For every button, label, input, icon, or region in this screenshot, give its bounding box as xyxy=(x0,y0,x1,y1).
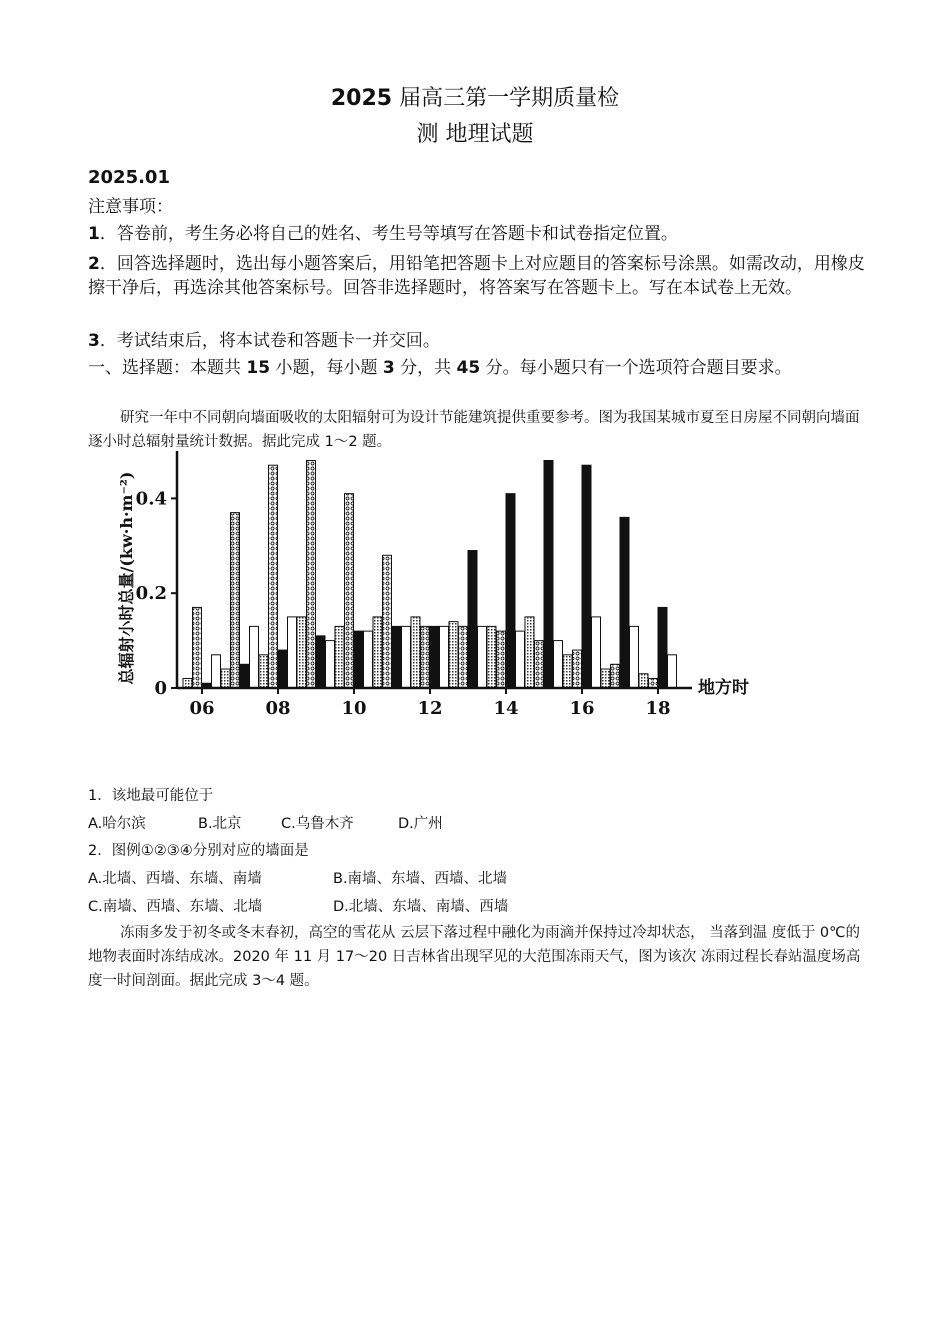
bar-hour-16-series-2 xyxy=(573,650,582,688)
bar-hour-17-series-4 xyxy=(630,626,639,688)
exam-title-line-1: 2025 届高三第一学期质量检 xyxy=(330,86,620,111)
exam-date: 2025.01 xyxy=(88,167,170,188)
bar-hour-13-series-3 xyxy=(468,551,477,688)
bar-hour-12-series-4 xyxy=(440,626,449,688)
notice-item-2: 2．回答选择题时，选出每小题答案后，用铅笔把答题卡上对应题目的答案标号涂黑。如需改动，用橡皮擦干净后，再选涂其他答案标号。回答非选择题时，将答案写在答题卡上。写在本试卷上无效。 xyxy=(88,254,865,298)
bar-hour-8-series-1 xyxy=(259,655,268,688)
bar-hour-11-series-1 xyxy=(373,617,382,688)
x-tick-label: 06 xyxy=(189,698,215,719)
q1-option-a[interactable]: A.哈尔滨 xyxy=(88,816,146,832)
bar-hour-8-series-2 xyxy=(269,465,278,688)
bar-hour-9-series-2 xyxy=(307,460,316,688)
q1-option-d[interactable]: D.广州 xyxy=(398,816,443,832)
bar-hour-11-series-4 xyxy=(402,626,411,688)
bar-hour-7-series-3 xyxy=(240,664,249,688)
bar-hour-9-series-3 xyxy=(316,636,325,688)
bar-hour-7-series-2 xyxy=(231,513,240,688)
notice-item-1: 1．答卷前，考生务必将自己的姓名、考生号等填写在答题卡和试卷指定位置。 xyxy=(88,224,678,244)
notice-item-3: 3．考试结束后，将本试卷和答题卡一并交回。 xyxy=(88,331,440,351)
bar-hour-15-series-1 xyxy=(525,617,534,688)
bar-hour-11-series-2 xyxy=(383,555,392,688)
passage-2: 冻雨多发于初冬或冬末春初，高空的雪花从 云层下落过程中融化为雨滴并保持过冷却状态， 当落到温 度低于 0℃的地物表面时冻结成冰。2020 年 11 月 17～20 日吉林省出现罕见的大范围冻雨天气，图为该次 冻雨过程长春站温度场高度一时间剖面。据此完成 3～4 题。 xyxy=(88,925,861,989)
x-tick-label: 14 xyxy=(493,698,519,719)
x-axis-label: 地方时 xyxy=(698,678,749,698)
bar-hour-10-series-4 xyxy=(364,631,373,688)
bar-hour-15-series-4 xyxy=(554,641,563,688)
bar-hour-10-series-3 xyxy=(354,631,363,688)
q2-option-a[interactable]: A.北墙、西墙、东墙、南墙 xyxy=(88,871,262,887)
bar-hour-18-series-1 xyxy=(639,674,648,688)
exam-title-line-2: 测 地理试题 xyxy=(416,122,534,147)
bar-hour-8-series-4 xyxy=(288,617,297,688)
q2-option-c[interactable]: C.南墙、西墙、东墙、北墙 xyxy=(88,899,263,915)
bar-hour-12-series-2 xyxy=(421,626,430,688)
y-tick-label: 0.4 xyxy=(135,488,167,510)
bar-hour-10-series-2 xyxy=(345,494,354,688)
bar-hour-17-series-1 xyxy=(601,669,610,688)
bar-hour-13-series-2 xyxy=(459,626,468,688)
q1-option-c[interactable]: C.乌鲁木齐 xyxy=(281,816,354,832)
question-2-options-row1 xyxy=(88,867,507,888)
bar-hour-16-series-4 xyxy=(592,617,601,688)
bar-hour-14-series-2 xyxy=(497,631,506,688)
section-heading: 一、选择题：本题共 15 小题，每小题 3 分，共 45 分。每小题只有一个选项符合题目要求。 xyxy=(88,358,792,378)
bar-hour-6-series-1 xyxy=(183,679,192,688)
question-1-options xyxy=(88,812,443,833)
y-tick-label: 0.2 xyxy=(135,583,167,605)
bar-hour-11-series-3 xyxy=(392,626,401,688)
q2-option-d[interactable]: D.北墙、东墙、南墙、西墙 xyxy=(333,899,509,915)
bar-hour-16-series-3 xyxy=(582,465,591,688)
bar-hour-10-series-1 xyxy=(335,626,344,688)
bar-hour-12-series-1 xyxy=(411,617,420,688)
bar-hour-14-series-1 xyxy=(487,626,496,688)
bar-hour-9-series-4 xyxy=(326,641,335,688)
x-tick-label: 18 xyxy=(645,698,671,719)
bar-hour-13-series-1 xyxy=(449,622,458,688)
bar-hour-9-series-1 xyxy=(297,617,306,688)
bar-hour-18-series-2 xyxy=(649,679,658,688)
q1-option-b[interactable]: B.北京 xyxy=(198,816,242,832)
bar-hour-7-series-4 xyxy=(250,626,259,688)
bar-hour-7-series-1 xyxy=(221,669,230,688)
q2-option-b[interactable]: B.南墙、东墙、西墙、北墙 xyxy=(333,871,508,887)
bar-hour-14-series-4 xyxy=(516,631,525,688)
radiation-bar-chart xyxy=(110,446,749,719)
question-1-stem: 1．该地最可能位于 xyxy=(88,788,214,804)
bar-hour-18-series-3 xyxy=(658,607,667,688)
x-tick-label: 10 xyxy=(341,698,367,719)
bar-hour-17-series-3 xyxy=(620,517,629,688)
question-2-options-row2 xyxy=(88,895,508,916)
y-tick-label: 0 xyxy=(154,678,167,699)
bar-hour-6-series-2 xyxy=(193,607,202,688)
bar-hour-17-series-2 xyxy=(611,664,620,688)
bar-hour-15-series-3 xyxy=(544,460,553,688)
bar-hour-6-series-4 xyxy=(212,655,221,688)
x-tick-label: 12 xyxy=(417,698,443,719)
y-axis-label: 总辐射小时总量/(kw·h·m⁻²) xyxy=(117,471,136,685)
bar-hour-18-series-4 xyxy=(668,655,677,688)
bar-hour-13-series-4 xyxy=(478,626,487,688)
passage-1: 研究一年中不同朝向墙面吸收的太阳辐射可为设计节能建筑提供重要参考。图为我国某城市夏至日房屋不同朝向墙面逐小时总辐射量统计数据。据此完成 1～2 题。 xyxy=(88,410,860,450)
x-tick-label: 16 xyxy=(569,698,595,719)
x-tick-label: 08 xyxy=(265,698,291,719)
bar-hour-16-series-1 xyxy=(563,655,572,688)
bar-hour-12-series-3 xyxy=(430,626,439,688)
question-2-stem: 2．图例①②③④分别对应的墙面是 xyxy=(88,843,309,859)
bar-hour-8-series-3 xyxy=(278,650,287,688)
bar-hour-15-series-2 xyxy=(535,641,544,688)
notice-heading: 注意事项： xyxy=(88,197,173,217)
bar-hour-14-series-3 xyxy=(506,494,515,688)
